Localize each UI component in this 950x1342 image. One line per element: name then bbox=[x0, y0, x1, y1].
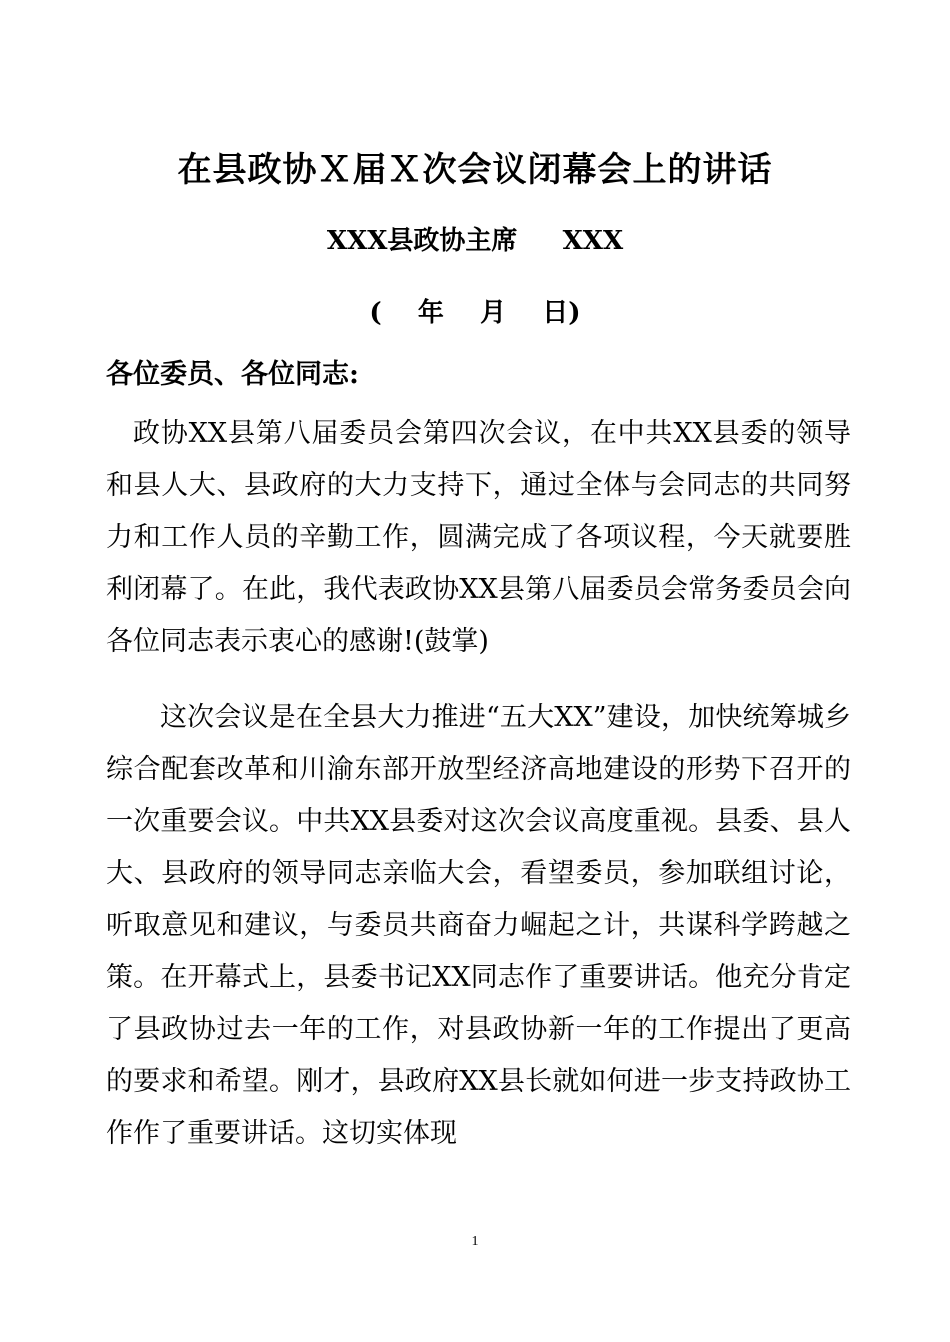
author-line: XXX县政协主席 XXX bbox=[326, 226, 624, 256]
date-line: ( 年 月 日) bbox=[369, 298, 581, 328]
body-paragraph-1: 政协XX县第八届委员会第四次会议，在中共XX县委的领导和县人大、县政府的大力支持下，通过全体与会同志的共同努力和工作人员的辛勤工作，圆满完成了各项议程，今天就要胜利闭幕了。在此，我代表政协XX县第八届委员会常务委员会向各位同志表示衷心的感谢!(鼓掌) bbox=[106, 418, 851, 657]
document-title: 在县政协Ｘ届Ｘ次会议闭幕会上的讲话 bbox=[177, 150, 773, 190]
body-paragraph-2: 这次会议是在全县大力推进“五大XX”建设，加快统筹城乡综合配套改革和川渝东部开放型经济高地建设的形势下召开的一次重要会议。中共XX县委对这次会议高度重视。县委、县人大、县政府的领导同志亲临大会，看望委员，参加联组讨论，听取意见和建议，与委员共商奋力崛起之计，共谋科学跨越之策。在开幕式上，县委书记XX同志作了重要讲话。他充分肯定了县政协过去一年的工作，对县政协新一年的工作提出了更高的要求和希望。刚才，县政府XX县长就如何进一步支持政协工作作了重要讲话。这切实体现 bbox=[106, 702, 851, 1149]
page-number: 1 bbox=[471, 1234, 479, 1249]
salutation: 各位委员、各位同志: bbox=[106, 359, 359, 390]
